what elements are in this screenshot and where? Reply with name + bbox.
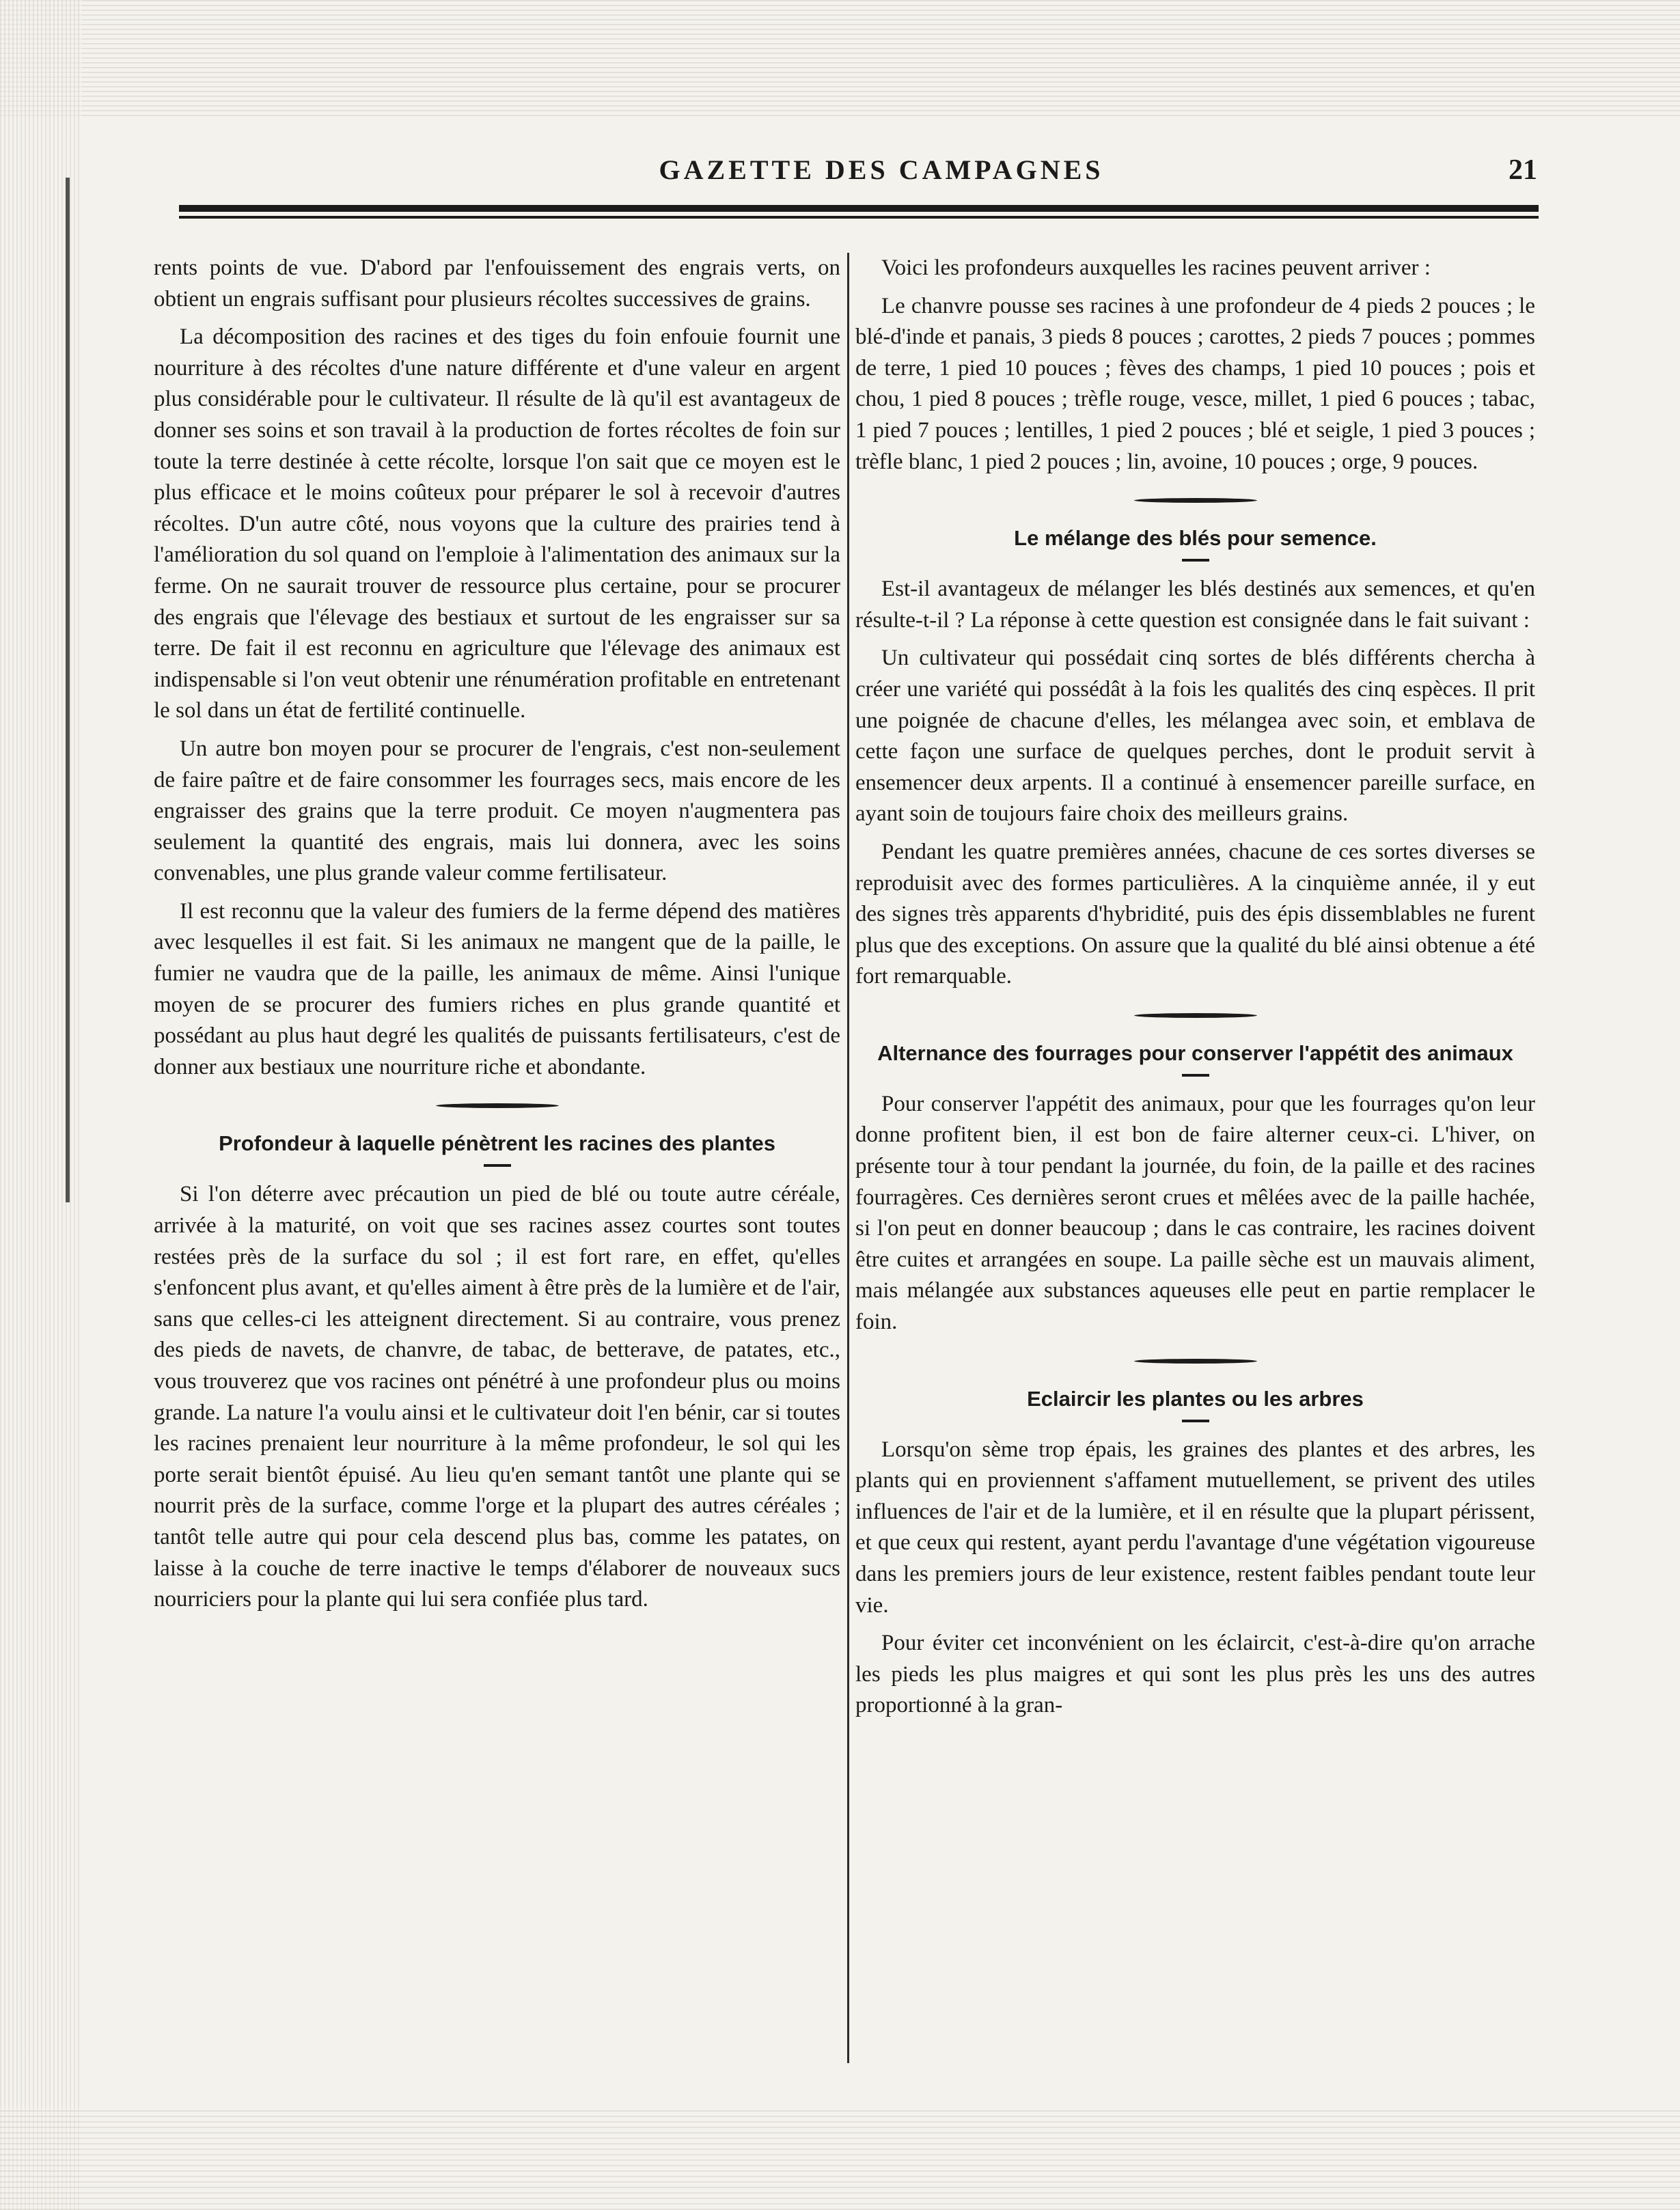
scan-noise-left	[0, 0, 82, 2210]
section-heading: Alternance des fourrages pour conserver l'appétit des animaux	[877, 1040, 1513, 1065]
paragraph: Pendant les quatre premières années, chacune de ces sortes diverses se reproduisit avec des formes particulières. A la cinquième année, il y eut des signes très apparents d'hybridité, puis des épis dissemblables ne furent plus que des exceptions. On assure que la qualité du blé ainsi obtenue a été fort remarquable.	[855, 839, 1535, 989]
page-header	[178, 154, 1537, 195]
section-separator	[1134, 1013, 1257, 1018]
section-heading: Eclaircir les plantes ou les arbres	[1027, 1386, 1364, 1411]
heading-dash	[484, 1164, 511, 1167]
paragraph: Lorsqu'on sème trop épais, les graines des plantes et des arbres, les plants qui en proviennent s'affament mutuellement, se privent des utiles influences de l'air et de la lumière, et il en résulte que la plupart périssent, et que ceux qui restent, ayant perdu l'avantage d'une végétation vigoureuse dans les premiers jours de leur existence, restent faibles pendant toute leur vie.	[855, 1437, 1535, 1618]
paragraph: Pour éviter cet inconvénient on les éclaircit, c'est-à-dire qu'on arrache les pieds les plus maigres et qui sont les plus près les uns des autres proportionné à la gran-	[855, 1631, 1535, 1718]
header-rule-thin	[179, 216, 1539, 219]
section-separator	[1134, 1359, 1257, 1364]
paragraph: Pour conserver l'appétit des animaux, pour que les fourrages qu'on leur donne profitent bien, il est bon de faire alterner ceux-ci. L'hiver, on présente tour à tour pendant la journée, du foin, de la paille et des racines fourragères. Ces dernières seront crues et mêlées avec de la paille hachée, si l'on peut en donner beaucoup ; dans le cas contraire, les racines doivent être cuites et arrangées en soupe. La paille sèche est un mauvais aliment, mais mélangée aux substances aqueuses elle peut en partie remplacer le foin.	[855, 1091, 1535, 1335]
right-column	[855, 253, 1535, 1728]
newspaper-title: GAZETTE DES CAMPAGNES	[659, 154, 1104, 185]
section-separator	[436, 1103, 559, 1108]
section-heading: Le mélange des blés pour semence.	[1014, 526, 1377, 551]
header-rule-thick	[179, 205, 1539, 212]
paragraph: Voici les profondeurs auxquelles les racines peuvent arriver :	[881, 255, 1431, 280]
paragraph: Un autre bon moyen pour se procurer de l'engrais, c'est non-seulement de faire paître et de faire consommer les fourrages secs, mais encore de les engraisser des grains que la terre produit. Ce moyen n'augmentera pas seulement la quantité des engrais, mais lui donnera, avec les soins convenables, une plus grande valeur comme fertilisateur.	[154, 736, 840, 886]
left-column	[154, 253, 840, 1622]
section-separator	[1134, 498, 1257, 503]
paragraph: La décomposition des racines et des tiges du foin enfouie fournit une nourriture à des récoltes d'une nature différente et d'une valeur en argent plus considérable pour le cultivateur. Il résulte de là qu'il est avantageux de donner ses soins et son travail à la production de fortes récoltes de foin sur toute la terre destinée à cette récolte, lorsque l'on sait que ce moyen est le plus efficace et le moins coûteux pour préparer le sol à recevoir d'autres récoltes. D'un autre côté, nous voyons que la culture des prairies tend à l'amélioration du sol quand on l'emploie à l'alimentation des animaux sur la ferme. On ne saurait trouver de ressource plus certaine, pour se procurer des engrais que l'élevage des bestiaux et surtout de les engraisser sur sa terre. De fait il est reconnu en agriculture que l'élevage des animaux est indispensable si l'on veut obtenir une rénumération profitable en entretenant le sol dans un état de fertilité continuelle.	[154, 324, 840, 723]
heading-dash	[1182, 559, 1209, 562]
page-number: 21	[1509, 154, 1537, 186]
binding-margin-line	[66, 178, 70, 1202]
scan-noise-bottom	[0, 2108, 1680, 2210]
section-heading: Profondeur à laquelle pénètrent les racines des plantes	[219, 1131, 775, 1156]
heading-dash	[1182, 1074, 1209, 1077]
paragraph: Il est reconnu que la valeur des fumiers de la ferme dépend des matières avec lesquelles il est fait. Si les animaux ne mangent que de la paille, le fumier ne vaudra que de la paille, les animaux de même. Ainsi l'unique moyen de se procurer des fumiers riches en plus grande quantité et possédant au plus haut degré les qualités de puissants fertilisateurs, c'est de donner aux bestiaux une nourriture riche et abondante.	[154, 898, 840, 1079]
paragraph: Un cultivateur qui possédait cinq sortes de blés différents chercha à créer une variété qui possédât à la fois les qualités des cinq espèces. Il prit une poignée de chacune d'elles, les mélangea avec soin, et emblava de cette façon une surface de quelques perches, dont le produit servit à ensemencer deux arpents. Il a continué à ensemencer pareille surface, en ayant soin de toujours faire choix des meilleurs grains.	[855, 646, 1535, 827]
paragraph: Le chanvre pousse ses racines à une profondeur de 4 pieds 2 pouces ; le blé-d'inde et panais, 3 pieds 8 pouces ; carottes, 2 pieds 7 pouces ; pommes de terre, 1 pied 10 pouces ; fèves des champs, 1 pied 10 pouces ; pois et chou, 1 pied 8 pouces ; trèfle rouge, vesce, millet, 1 pied 6 pouces ; tabac, 1 pied 7 pouces ; lentilles, 1 pied 2 pouces ; blé et seigle, 1 pied 3 pouces ; trèfle blanc, 1 pied 2 pouces ; lin, avoine, 10 pouces ; orge, 9 pouces.	[855, 293, 1535, 474]
paragraph: rents points de vue. D'abord par l'enfouissement des engrais verts, on obtient un engrais suffisant pour plusieurs récoltes successives de grains.	[154, 255, 840, 312]
paragraph: Est-il avantageux de mélanger les blés destinés aux semences, et qu'en résulte-t-il ? La réponse à cette question est consignée dans le fait suivant :	[855, 577, 1535, 633]
heading-dash	[1182, 1420, 1209, 1422]
paragraph: Si l'on déterre avec précaution un pied de blé ou toute autre céréale, arrivée à la maturité, on voit que ses racines assez courtes sont toutes restées près de la surface du sol ; il est fort rare, en effet, qu'elles s'enfoncent plus avant, et qu'elles aiment à être près de la lumière et de l'air, sans que celles-ci les atteignent directement. Si au contraire, vous prenez des pieds de navets, de chanvre, de tabac, de betterave, de patates, etc., vous trouverez que vos racines ont pénétré à une profondeur plus ou moins grande. La nature l'a voulu ainsi et le cultivateur doit l'en bénir, car si toutes les racines prenaient leur nourriture à la même profondeur, le sol qui les porte serait bientôt épuisé. Au lieu qu'en semant tantôt une plante qui se nourrit près de la surface, comme l'orge et la plupart des autres céréales ; tantôt telle autre qui pour cela descend plus bas, comme les patates, on laisse à la couche de terre inactive le temps d'élaborer de nouveaux sucs nourriciers pour la plante qui lui sera confiée plus tard.	[154, 1182, 840, 1612]
scan-noise-top	[0, 0, 1680, 116]
column-divider	[847, 253, 849, 2063]
